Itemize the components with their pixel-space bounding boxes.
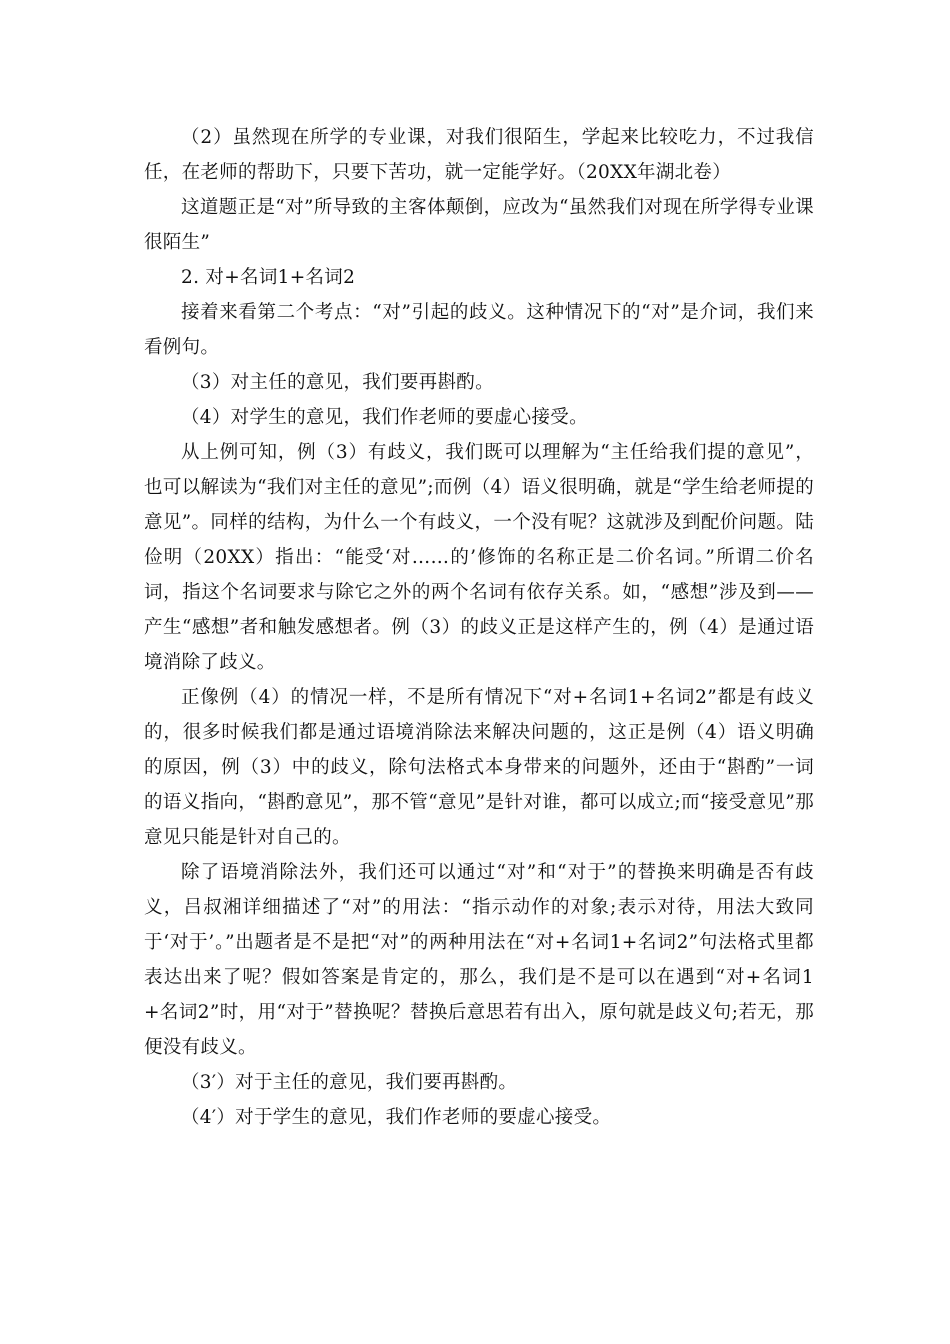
paragraph-context: 正像例（4）的情况一样，不是所有情况下“对+名词1+名词2”都是有歧义的，很多时候我们都是通过语境消除法来解决问题的，这正是例（4）语义明确的原因，例（3）中的歧义，除句法格式本身带来的问题外，还由于“斟酌”一词的语义指向，“斟酌意见”，那不管“意见”是针对谁，都可以成立;而“接受意见”那意见只能是针对自己的。 — [144, 687, 814, 848]
paragraph-example-3-prime: （3′）对于主任的意见，我们要再斟酌。 — [181, 1072, 518, 1093]
paragraph-example-3: （3）对主任的意见，我们要再斟酌。 — [181, 372, 494, 393]
paragraph-example-4: （4）对学生的意见，我们作老师的要虚心接受。 — [181, 407, 588, 428]
document-body — [144, 120, 814, 1135]
section-heading-2: 2. 对+名词1+名词2 — [181, 267, 356, 288]
paragraph-correction: 这道题正是“对”所导致的主客体颠倒，应改为“虽然我们对现在所学得专业课很陌生” — [144, 197, 814, 253]
paragraph-substitution: 除了语境消除法外，我们还可以通过“对”和“对于”的替换来明确是否有歧义，吕叔湘详细描述了“对”的用法：“指示动作的对象;表示对待，用法大致同于‘对于’。”出题者是不是把“对”的两种用法在“对+名词1+名词2”句法格式里都表达出来了呢？假如答案是肯定的，那么，我们是不是可以在遇到“对+名词1+名词2”时，用“对于”替换呢？替换后意思若有出入，原句就是歧义句;若无，那便没有歧义。 — [144, 862, 814, 1058]
paragraph-example-2: （2）虽然现在所学的专业课，对我们很陌生，学起来比较吃力，不过我信任，在老师的帮助下，只要下苦功，就一定能学好。（20XX年湖北卷） — [144, 127, 814, 183]
paragraph-second-point: 接着来看第二个考点：“对”引起的歧义。这种情况下的“对”是介词，我们来看例句。 — [144, 302, 814, 358]
paragraph-example-4-prime: （4′）对于学生的意见，我们作老师的要虚心接受。 — [181, 1107, 612, 1128]
paragraph-analysis: 从上例可知，例（3）有歧义，我们既可以理解为“主任给我们提的意见”，也可以解读为“我们对主任的意见”;而例（4）语义很明确，就是“学生给老师提的意见”。同样的结构，为什么一个有歧义，一个没有呢？这就涉及到配价问题。陆俭明（20XX）指出：“能受‘对……的’修饰的名称正是二价名词。”所谓二价名词，指这个名词要求与除它之外的两个名词有依存关系。如，“感想”涉及到——产生“感想”者和触发感想者。例（3）的歧义正是这样产生的，例（4）是通过语境消除了歧义。 — [144, 442, 814, 673]
